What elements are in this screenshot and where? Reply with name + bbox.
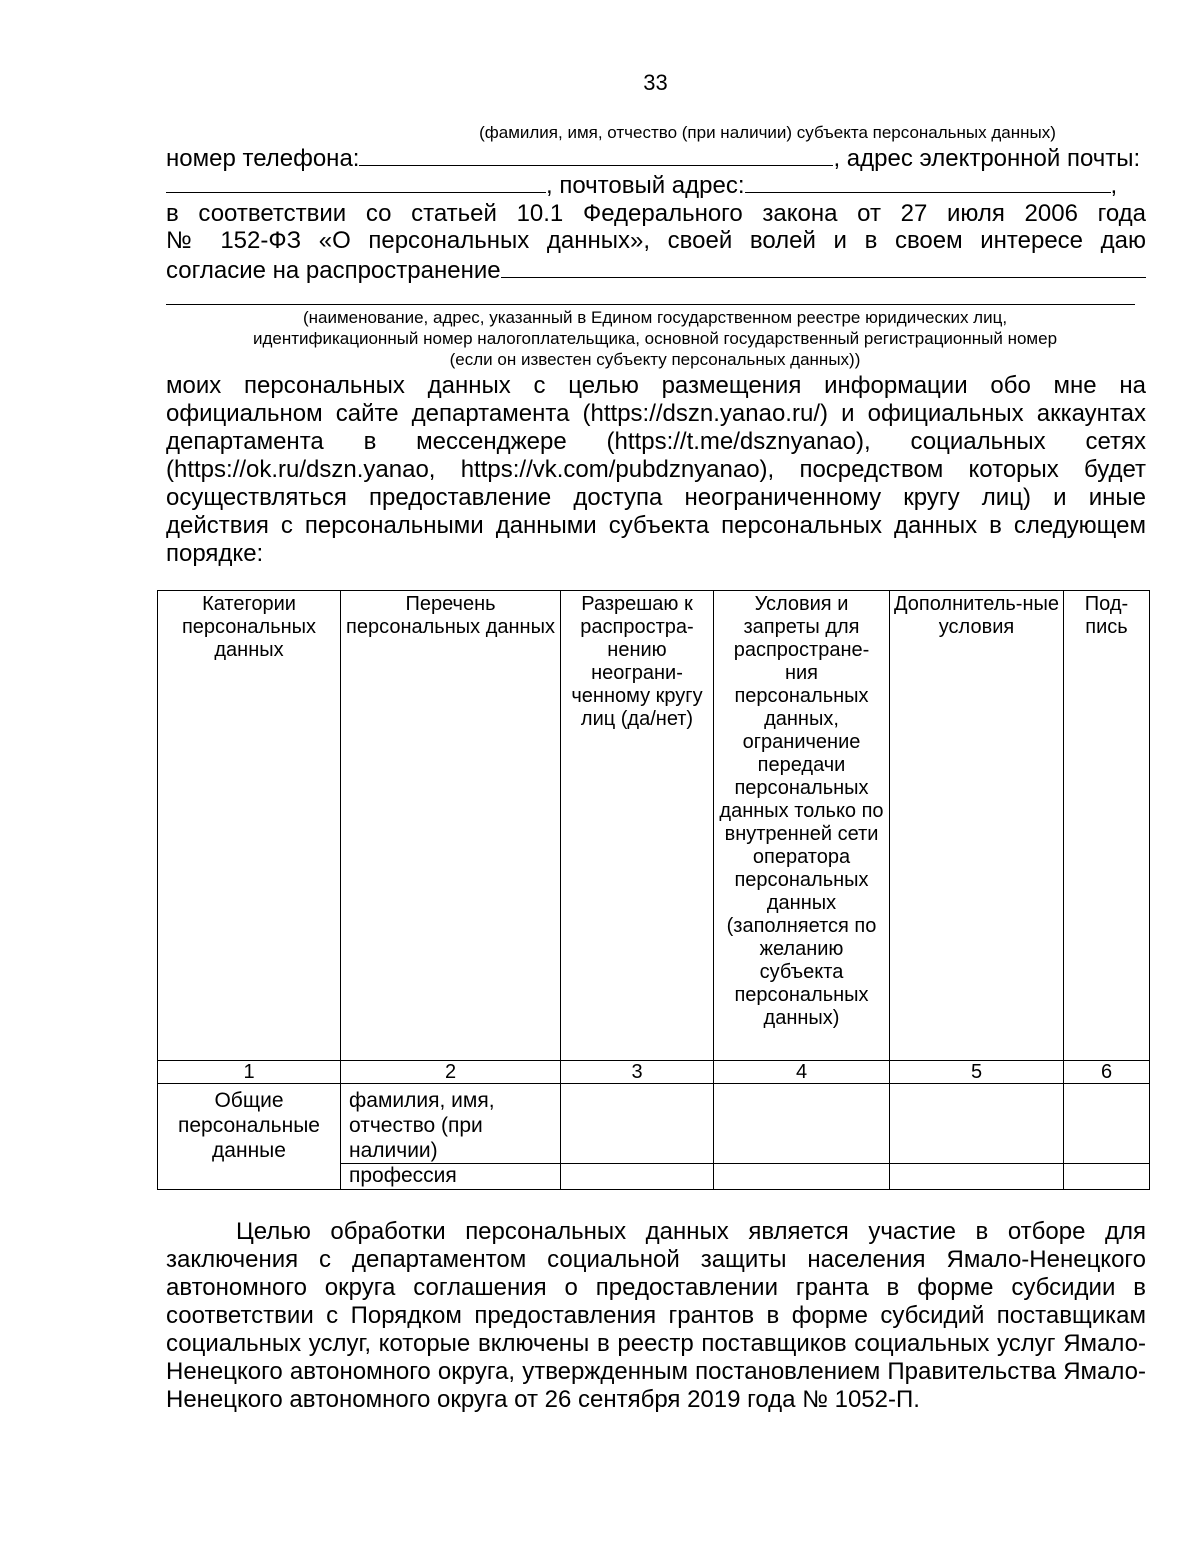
header-permission: Разрешаю к распростра-нению неограни-ченному кругу лиц (да/нет) bbox=[561, 591, 714, 1061]
consent-table bbox=[157, 590, 1150, 1190]
purpose-paragraph: моих персональных данных с целью размещения информации обо мне на официальном сайте департамента (https://dszn.yanao.ru/) и официальных аккаунтах департамента в мессенджере (https://t.me/dsznyanao), социальных сетях (https://ok.ru/dszn.yanao, https://vk.com/pubdznyanao), посредством которых будет осуществляться предоставление доступа неограниченному кругу лиц) и иные действия с персональными данными субъекта персональных данных в следующем порядке: bbox=[166, 372, 1146, 567]
permission-cell[interactable] bbox=[561, 1164, 714, 1190]
postal-label: , почтовый адрес: bbox=[546, 172, 745, 199]
postal-comma: , bbox=[1110, 172, 1118, 199]
email-label: , адрес электронной почты: bbox=[833, 145, 1141, 172]
consent-line-1: в соответствии со статьей 10.1 Федерального закона от 27 июля 2006 года bbox=[166, 200, 1146, 227]
caption-operator-2: идентификационный номер налогоплательщика, основной государственный регистрационный номер bbox=[252, 329, 1058, 348]
phone-email-line bbox=[166, 145, 1146, 173]
email-field[interactable] bbox=[166, 172, 546, 193]
caption-operator-3: (если он известен субъекту персональных данных)) bbox=[449, 350, 861, 369]
conditions-cell[interactable] bbox=[714, 1164, 890, 1190]
header-category: Категории персональных данных bbox=[158, 591, 341, 1061]
consent-label: согласие на распространение bbox=[166, 257, 501, 284]
phone-label: номер телефона: bbox=[166, 145, 360, 172]
column-number: 1 bbox=[158, 1061, 341, 1084]
header-conditions: Условия и запреты для распростране-ния персональных данных, ограничение передачи персональных данных только по внутренней сети оператора персональных данных (заполняется по желанию субъекта персональных данных) bbox=[714, 591, 890, 1061]
signature-cell[interactable] bbox=[1064, 1084, 1150, 1164]
column-number: 2 bbox=[341, 1061, 561, 1084]
column-number: 3 bbox=[561, 1061, 714, 1084]
signature-cell[interactable] bbox=[1064, 1164, 1150, 1190]
consent-line-2: № 152-ФЗ «О персональных данных», своей волей и в своем интересе даю bbox=[166, 227, 1146, 254]
table-number-row bbox=[158, 1061, 1150, 1084]
caption-fio: (фамилия, имя, отчество (при наличии) субъекта персональных данных) bbox=[479, 123, 1056, 142]
page-number: 33 bbox=[643, 70, 668, 95]
header-additional: Дополнитель-ные условия bbox=[890, 591, 1064, 1061]
phone-field[interactable] bbox=[359, 145, 833, 166]
column-number: 6 bbox=[1064, 1061, 1150, 1084]
additional-cell[interactable] bbox=[890, 1084, 1064, 1164]
consent-line-3 bbox=[166, 255, 1146, 285]
conditions-cell[interactable] bbox=[714, 1084, 890, 1164]
list-cell: фамилия, имя, отчество (при наличии) bbox=[341, 1084, 561, 1164]
list-cell: профессия bbox=[341, 1164, 561, 1190]
table-row bbox=[158, 1084, 1150, 1164]
table-header-row bbox=[158, 591, 1150, 1061]
permission-cell[interactable] bbox=[561, 1084, 714, 1164]
additional-cell[interactable] bbox=[890, 1164, 1064, 1190]
caption-operator-1: (наименование, адрес, указанный в Едином государственном реестре юридических лиц, bbox=[302, 308, 1008, 327]
operator-field[interactable] bbox=[501, 255, 1146, 278]
postal-line bbox=[166, 172, 1146, 200]
category-cell: Общие персональные данные bbox=[158, 1084, 341, 1190]
column-number: 4 bbox=[714, 1061, 890, 1084]
header-signature: Под-пись bbox=[1064, 591, 1150, 1061]
final-paragraph: Целью обработки персональных данных является участие в отборе для заключения с департаментом социальной защиты населения Ямало-Ненецкого автономного округа соглашения о предоставлении гранта в форме субсидии в соответствии с Порядком предоставления грантов в форме субсидий поставщикам социальных услуг, которые включены в реестр поставщиков социальных услуг Ямало-Ненецкого автономного округа, утвержденным постановлением Правительства Ямало-Ненецкого автономного округа от 26 сентября 2019 года № 1052-П. bbox=[166, 1218, 1146, 1413]
column-number: 5 bbox=[890, 1061, 1064, 1084]
operator-field-line-2[interactable] bbox=[166, 304, 1135, 305]
header-list: Перечень персональных данных bbox=[341, 591, 561, 1061]
postal-field[interactable] bbox=[745, 172, 1111, 193]
